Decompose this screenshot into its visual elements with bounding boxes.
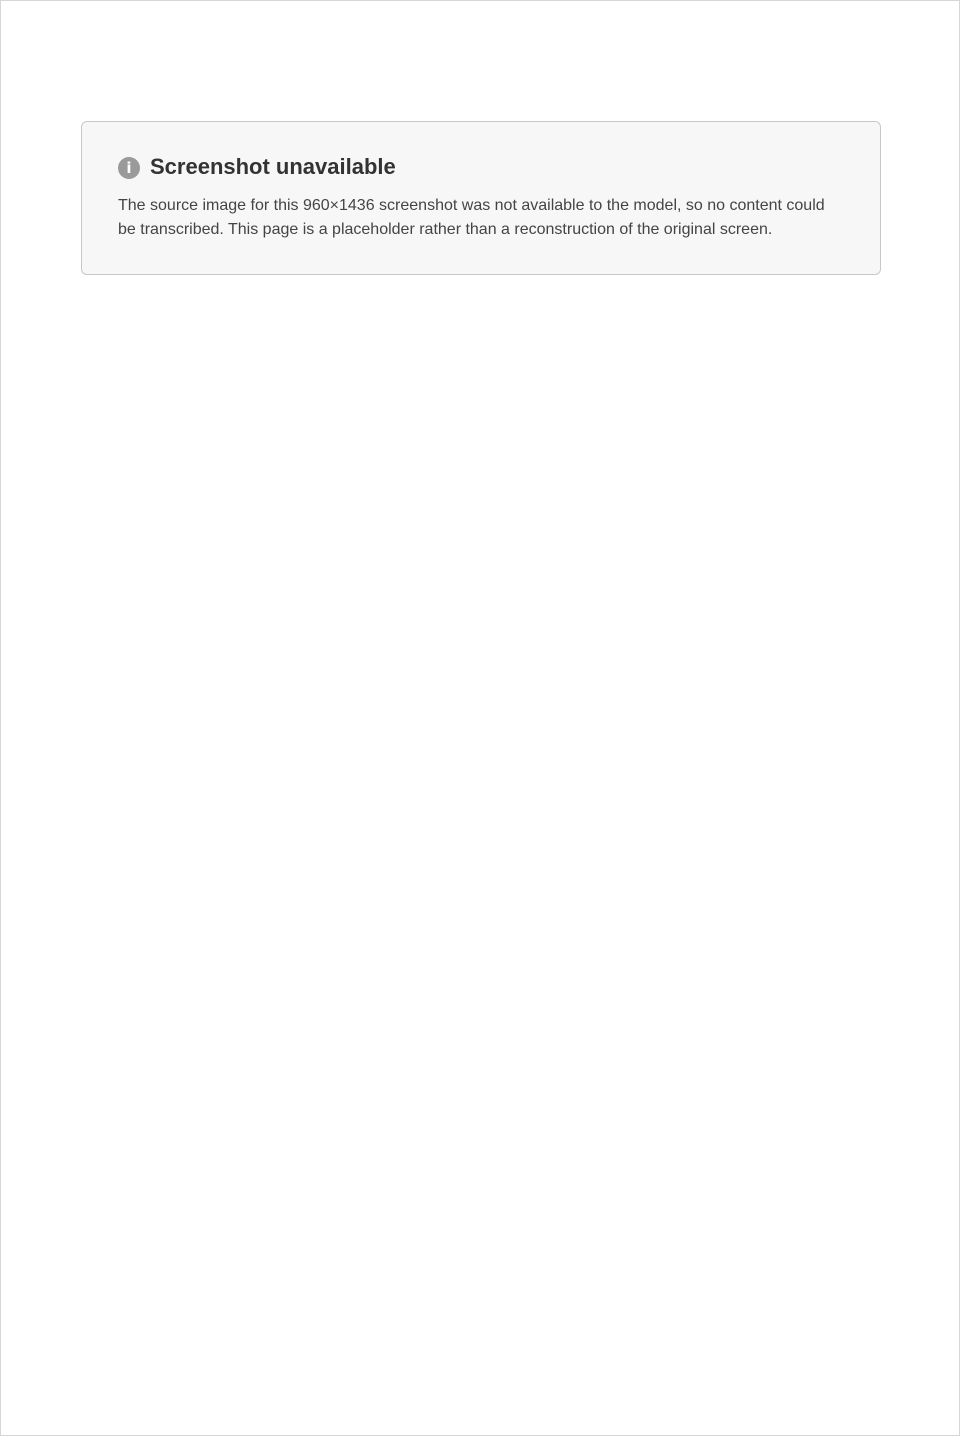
notice-message: The source image for this 960×1436 screenshot was not available to the model, so no content could be transcribed. This page is a placeholder rather than a reconstruction of the original screen. — [118, 197, 825, 238]
missing-image-notice — [81, 121, 881, 275]
notice-title — [118, 154, 844, 180]
info-icon: i — [118, 157, 140, 179]
notice-title-text: Screenshot unavailable — [150, 154, 396, 179]
